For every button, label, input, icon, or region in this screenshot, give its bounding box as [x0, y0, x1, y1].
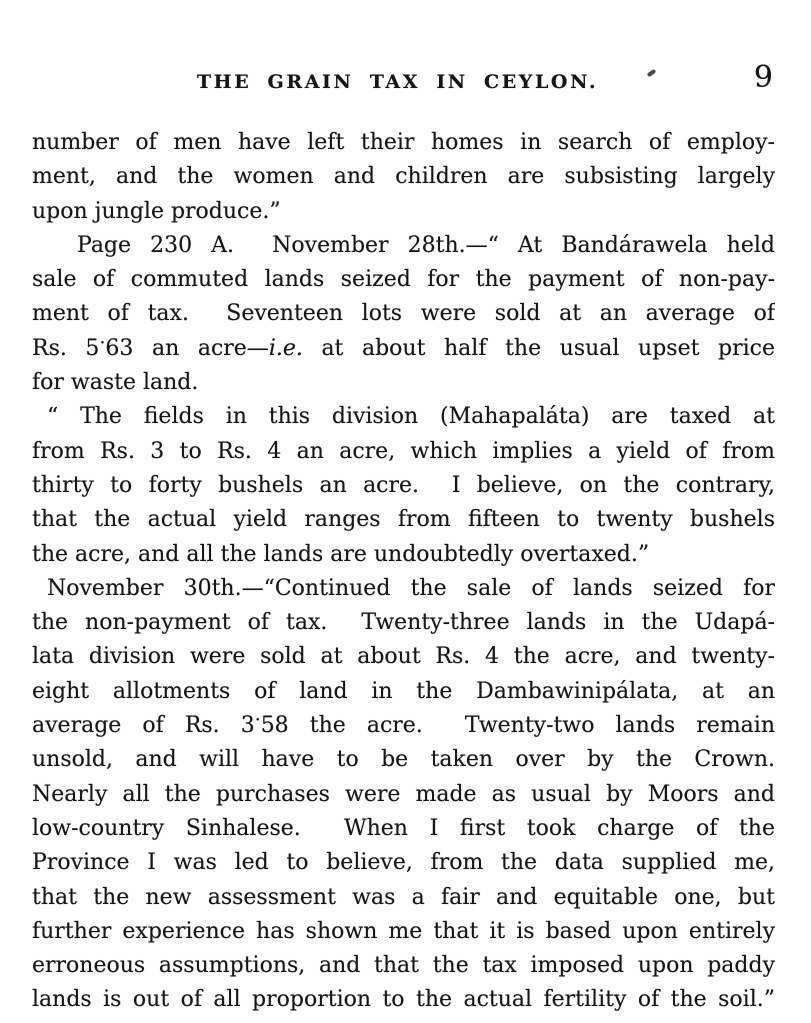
paragraph [32, 229, 775, 400]
text-run: low-country Sinhalese. When I first took charge of the [32, 815, 775, 841]
text-run: thirty to forty bushels an acre. I believe, on the contrary, [32, 472, 775, 498]
page-number: 9 [753, 60, 773, 95]
text-run: number of men have left their homes in search of employ- [32, 130, 775, 155]
text-line [32, 709, 775, 743]
text-run: eight allotments of land in the Dambawinipálata, at an [32, 678, 775, 704]
text-line [32, 572, 775, 606]
text-run: unsold, and will have to be taken over by the Crown. [32, 747, 775, 773]
text-line [32, 675, 775, 709]
paragraph [32, 400, 775, 571]
text-run: sale of commuted lands seized for the payment of non-pay- [32, 267, 775, 293]
text-run: ment, and the women and children are subsisting largely [32, 164, 775, 190]
running-header-title: THE GRAIN TAX IN CEYLON. [196, 71, 599, 93]
text-run: the non-payment of tax. Twenty-three lands in the Udapá- [32, 610, 775, 636]
text-line [32, 915, 775, 949]
text-line [32, 846, 775, 880]
text-line [32, 126, 775, 160]
text-run: · [254, 709, 261, 731]
text-line [32, 606, 775, 640]
text-run: that the new assessment was a fair and equitable one, but [32, 884, 775, 910]
text-line [32, 503, 775, 537]
text-line [32, 160, 775, 194]
text-line [32, 366, 775, 400]
text-run: i.e. [268, 335, 303, 361]
text-line [32, 778, 775, 812]
text-run: Nearly all the purchases were made as usual by Moors and [32, 781, 775, 807]
text-run: average of Rs. 3 [32, 713, 255, 739]
text-run: lands is out of all proportion to the actual fertility of the soil.” [32, 987, 775, 1013]
text-line [32, 229, 775, 263]
text-line [32, 743, 775, 777]
text-line [32, 195, 775, 229]
text-line [32, 297, 775, 331]
text-run: Province I was led to believe, from the data supplied me, [32, 850, 775, 876]
paragraph [32, 126, 775, 229]
ink-speck-artifact [647, 69, 657, 77]
text-run: at about half the usual upset price [302, 335, 775, 361]
text-line [32, 812, 775, 846]
text-line [32, 983, 775, 1017]
text-line [32, 640, 775, 674]
text-line [32, 263, 775, 297]
text-run: Page 230 A. November 28th.—“ At Bandárawela held [77, 232, 775, 258]
text-run: further experience has shown me that it is based upon entirely [32, 918, 775, 944]
text-line [32, 538, 775, 572]
text-line [32, 949, 775, 983]
page-body [32, 126, 775, 1018]
text-run: from Rs. 3 to Rs. 4 an acre, which implies a yield of from [32, 438, 775, 464]
text-run: for waste land. [32, 370, 199, 396]
text-run: 63 an acre— [105, 335, 269, 361]
text-run: erroneous assumptions, and that the tax imposed upon paddy [32, 953, 775, 979]
text-run: · [99, 332, 106, 354]
text-run: “ The fields in this division (Mahapaláta) are taxed at [47, 404, 775, 430]
paragraph [32, 572, 775, 1018]
text-line [32, 435, 775, 469]
text-run: the acre, and all the lands are undoubtedly overtaxed.” [32, 541, 650, 567]
text-run: November 30th.—“Continued the sale of lands seized for [47, 575, 775, 601]
text-run: that the actual yield ranges from fifteen to twenty bushels [32, 507, 775, 533]
text-line [32, 881, 775, 915]
text-line [32, 400, 775, 434]
text-run: upon jungle produce.” [32, 198, 281, 224]
text-run: lata division were sold at about Rs. 4 the acre, and twenty- [32, 644, 775, 670]
text-run: 58 the acre. Twenty-two lands remain [260, 713, 775, 739]
text-run: ment of tax. Seventeen lots were sold at an average of [32, 301, 775, 327]
text-line [32, 469, 775, 503]
text-run: Rs. 5 [32, 335, 100, 361]
text-line [32, 332, 775, 366]
